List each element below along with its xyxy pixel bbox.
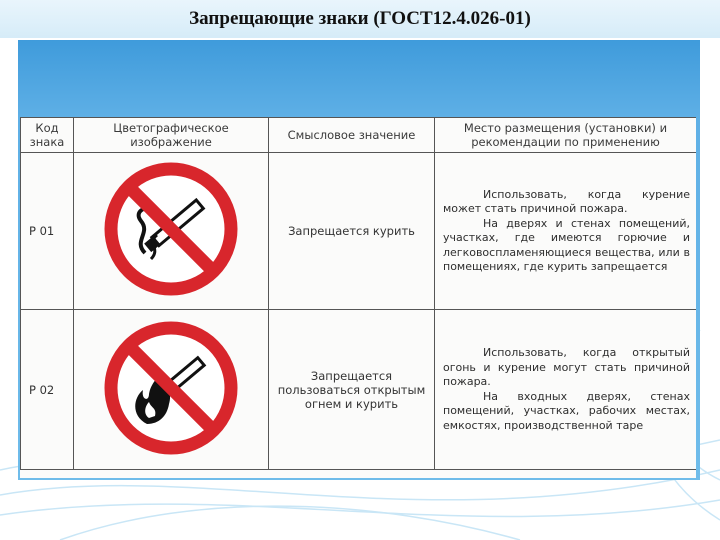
no-smoking-sign-icon [103, 161, 239, 297]
table-row [21, 153, 697, 310]
header-place: Место размещения (установки) и рекомендации по применению [435, 118, 697, 153]
signs-table-container [20, 117, 696, 478]
sign-meaning: Запрещается пользоваться открытым огнем и курить [269, 310, 435, 470]
header-image: Цветографическое изображение [74, 118, 269, 153]
no-open-flame-sign-icon [103, 320, 239, 456]
sign-placement [435, 310, 697, 470]
placement-usage: Использовать, когда открытый огонь и курение могут стать причиной пожара. [443, 346, 690, 388]
signs-table [20, 117, 696, 470]
header-code: Код знака [21, 118, 74, 153]
sign-code: Р 01 [21, 153, 74, 310]
table-header-row [21, 118, 697, 153]
placement-location: На входных дверях, стенах помещений, участках, рабочих местах, емкостях, производственной таре [443, 389, 690, 432]
sign-image-cell [74, 153, 269, 310]
table-row [21, 310, 697, 470]
sign-placement [435, 153, 697, 310]
placement-location: На дверях и стенах помещений, участках, где имеются горючие и легковоспламеняющиеся вещества, или в помещениях, где курить запрещается [443, 216, 690, 273]
sign-meaning: Запрещается курить [269, 153, 435, 310]
placement-usage: Использовать, когда курение может стать причиной пожара. [443, 187, 690, 215]
slide-title: Запрещающие знаки (ГОСТ12.4.026-01) [189, 8, 531, 29]
sign-code: Р 02 [21, 310, 74, 470]
header-meaning: Смысловое значение [269, 118, 435, 153]
sign-image-cell [74, 310, 269, 470]
